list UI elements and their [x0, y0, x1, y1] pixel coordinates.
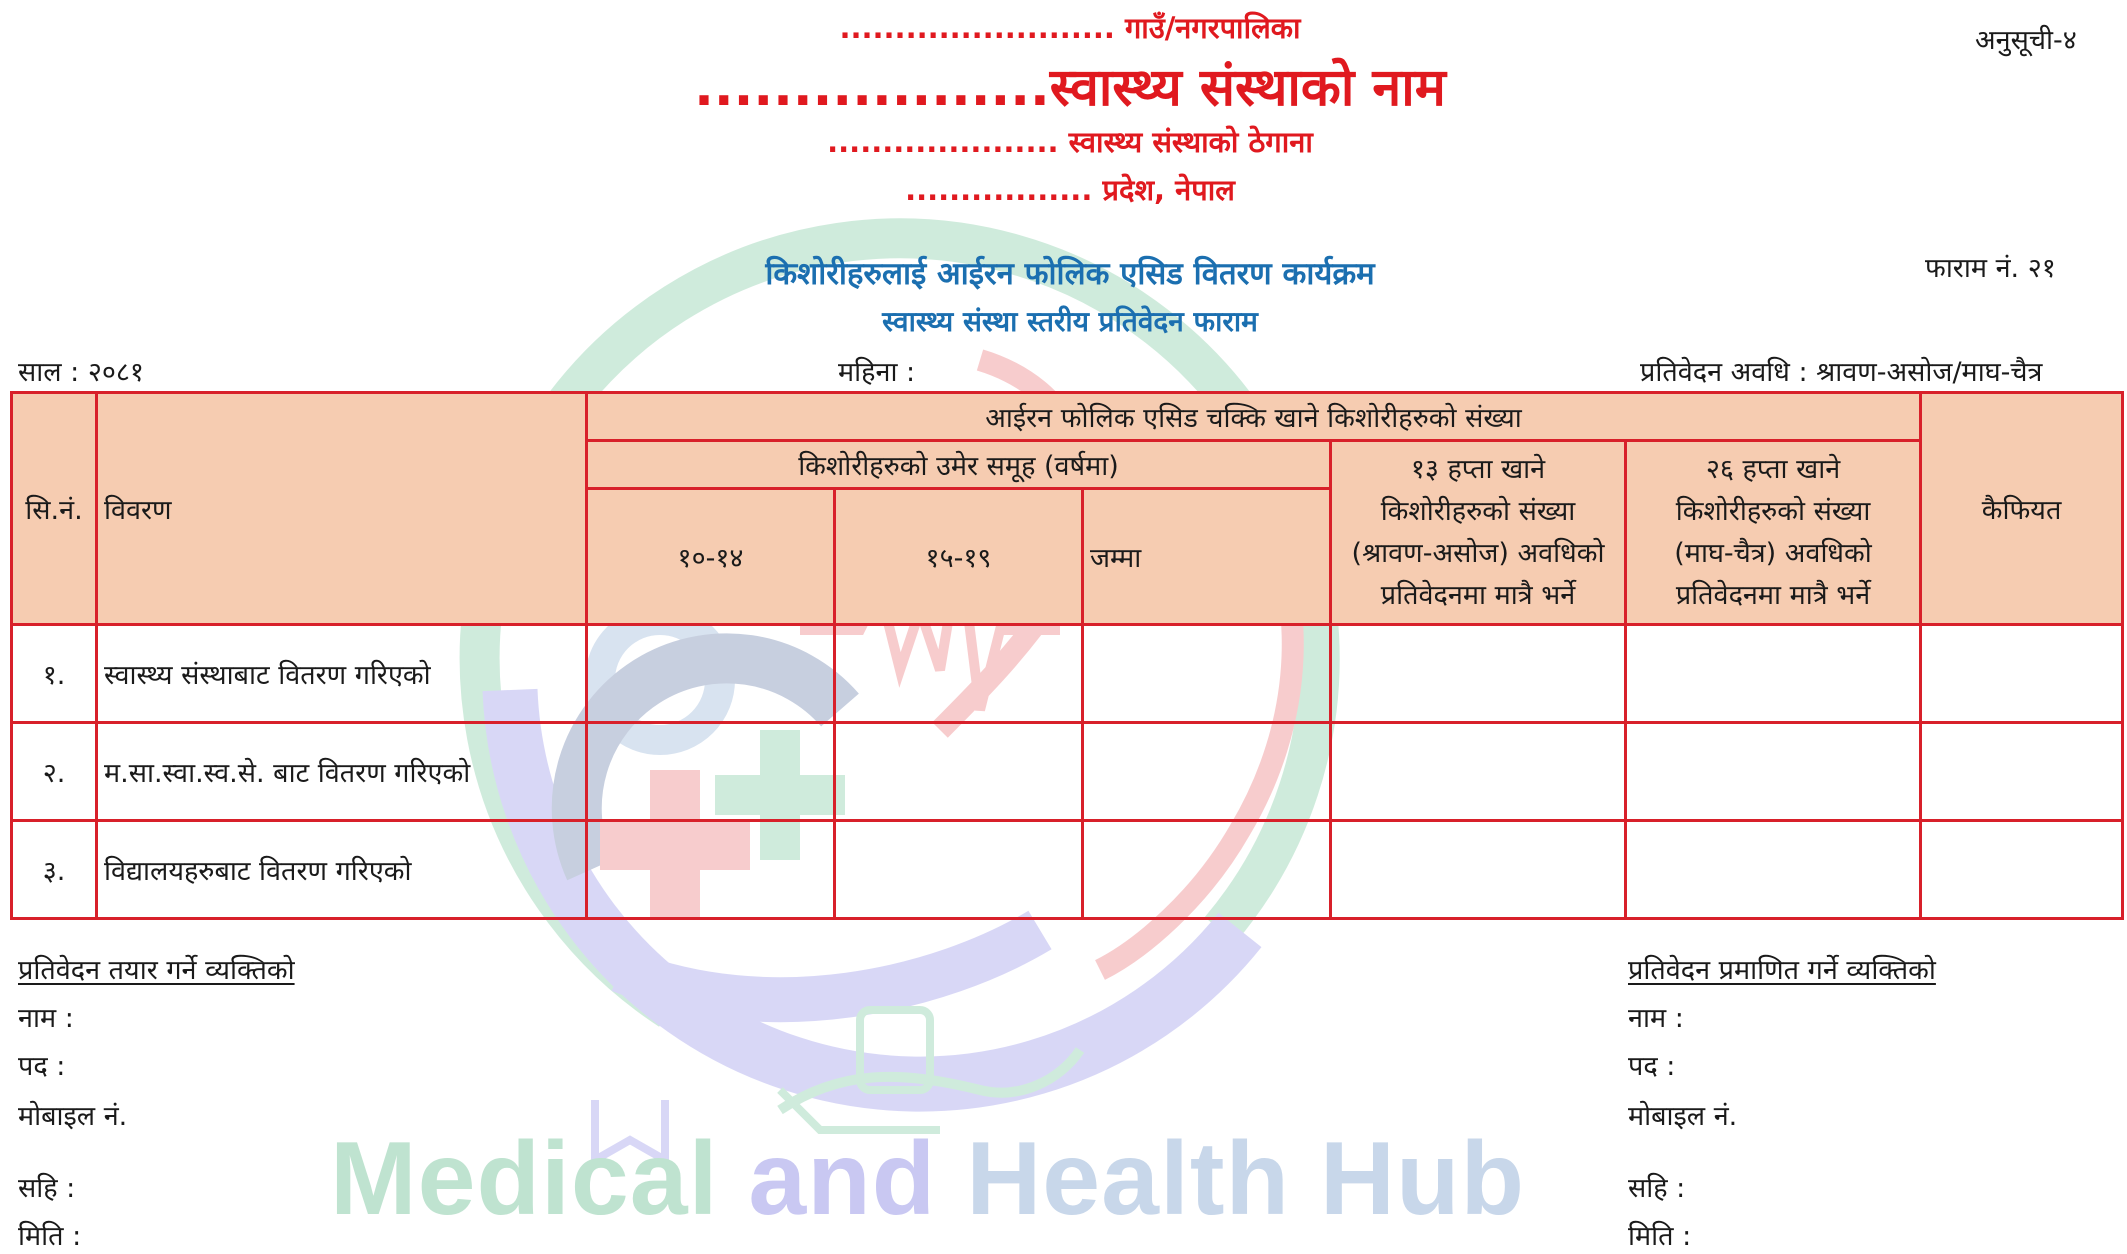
cell-remarks[interactable]	[1921, 821, 2123, 919]
row-sn: १.	[12, 625, 97, 723]
cell-13-weeks[interactable]	[1331, 821, 1626, 919]
month-field: महिना :	[838, 357, 916, 388]
prepared-by-mobile: मोबाइल नं.	[18, 1101, 128, 1132]
certified-by-post: पद :	[1628, 1051, 1676, 1082]
prepared-by-post: पद :	[18, 1051, 66, 1082]
cell-remarks[interactable]	[1921, 625, 2123, 723]
row-sn: २.	[12, 723, 97, 821]
row-description: म.सा.स्वा.स्व.से. बाट वितरण गरिएको	[97, 723, 587, 821]
header-description: विवरण	[97, 393, 587, 625]
watermark-word-health-hub: Health Hub	[966, 1121, 1526, 1237]
annex-label: अनुसूची-४	[1975, 25, 2077, 56]
table-row	[12, 821, 2123, 919]
header-total: जम्मा	[1083, 489, 1331, 625]
institution-name-line: ..................स्वास्थ्य संस्थाको नाम	[694, 58, 1446, 118]
watermark-word-and: and	[748, 1121, 937, 1237]
row-description: स्वास्थ्य संस्थाबाट वितरण गरिएको	[97, 625, 587, 723]
certified-by-date: मिति :	[1628, 1221, 1692, 1252]
institution-address-line: ..................... स्वास्थ्य संस्थाको ठेगाना	[827, 125, 1313, 159]
header-26-weeks: २६ हप्ता खाने किशोरीहरुको संख्या (माघ-चैत्र) अवधिको प्रतिवेदनमा मात्रै भर्ने	[1626, 441, 1921, 625]
certified-by-signature: सहि :	[1628, 1173, 1686, 1204]
certified-by-title: प्रतिवेदन प्रमाणित गर्ने व्यक्तिको	[1628, 955, 1936, 986]
year-field: साल : २०८१	[18, 357, 144, 388]
prepared-by-title: प्रतिवेदन तयार गर्ने व्यक्तिको	[18, 955, 295, 986]
municipality-line: ......................... गाउँ/नगरपालिका	[839, 11, 1301, 45]
province-line: ................. प्रदेश, नेपाल	[905, 173, 1235, 207]
header-age-10-14: १०-१४	[587, 489, 835, 625]
header-group: आईरन फोलिक एसिड चक्कि खाने किशोरीहरुको संख्या	[587, 393, 1921, 441]
cell-remarks[interactable]	[1921, 723, 2123, 821]
cell-age-15-19[interactable]	[835, 625, 1083, 723]
form-subtitle: स्वास्थ्य संस्था स्तरीय प्रतिवेदन फाराम	[882, 305, 1258, 338]
header-13-weeks: १३ हप्ता खाने किशोरीहरुको संख्या (श्रावण-असोज) अवधिको प्रतिवेदनमा मात्रै भर्ने	[1331, 441, 1626, 625]
cell-total[interactable]	[1083, 723, 1331, 821]
header-sn: सि.नं.	[12, 393, 97, 625]
row-description: विद्यालयहरुबाट वितरण गरिएको	[97, 821, 587, 919]
table-row	[12, 723, 2123, 821]
program-title: किशोरीहरुलाई आईरन फोलिक एसिड वितरण कार्यक्रम	[765, 256, 1375, 292]
cell-age-15-19[interactable]	[835, 821, 1083, 919]
prepared-by-signature: सहि :	[18, 1173, 76, 1204]
table-row	[12, 625, 2123, 723]
cell-age-10-14[interactable]	[587, 821, 835, 919]
form-number: फाराम नं. २१	[1925, 253, 2056, 284]
prepared-by-name: नाम :	[18, 1003, 74, 1034]
watermark-text	[330, 1120, 1530, 1239]
watermark-word-medical: Medical	[330, 1121, 719, 1237]
cell-26-weeks[interactable]	[1626, 625, 1921, 723]
report-table	[10, 391, 2124, 920]
row-sn: ३.	[12, 821, 97, 919]
header-age-15-19: १५-१९	[835, 489, 1083, 625]
cell-total[interactable]	[1083, 821, 1331, 919]
cell-age-10-14[interactable]	[587, 723, 835, 821]
cell-age-10-14[interactable]	[587, 625, 835, 723]
cell-total[interactable]	[1083, 625, 1331, 723]
certified-by-name: नाम :	[1628, 1003, 1684, 1034]
cell-age-15-19[interactable]	[835, 723, 1083, 821]
cell-13-weeks[interactable]	[1331, 723, 1626, 821]
cell-13-weeks[interactable]	[1331, 625, 1626, 723]
cell-26-weeks[interactable]	[1626, 821, 1921, 919]
prepared-by-date: मिति :	[18, 1221, 82, 1252]
cell-26-weeks[interactable]	[1626, 723, 1921, 821]
header-remarks: कैफियत	[1921, 393, 2123, 625]
report-period: प्रतिवेदन अवधि : श्रावण-असोज/माघ-चैत्र	[1640, 357, 2043, 388]
header-age-group: किशोरीहरुको उमेर समूह (वर्षमा)	[587, 441, 1331, 489]
certified-by-mobile: मोबाइल नं.	[1628, 1101, 1738, 1132]
